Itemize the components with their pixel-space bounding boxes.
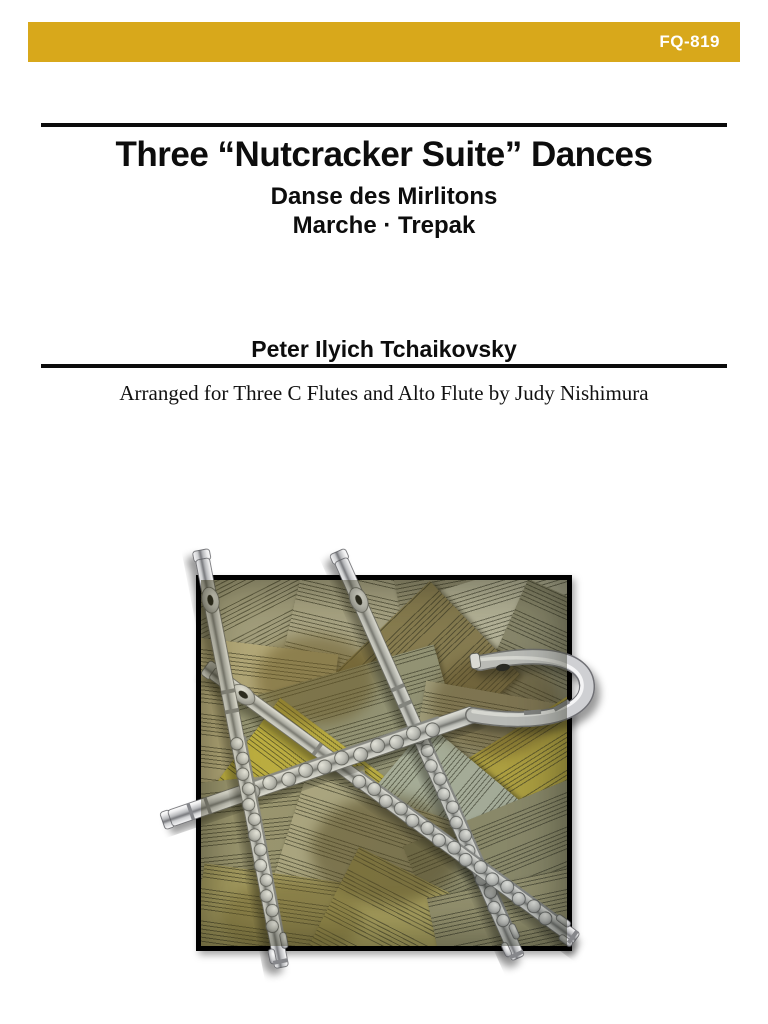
paper-scrap <box>427 864 567 946</box>
paper-scrap <box>255 773 498 946</box>
paper-scrap <box>392 580 567 731</box>
paper-scrap <box>201 580 378 738</box>
catalog-band <box>28 22 740 62</box>
sheet-music-collage <box>201 580 567 946</box>
paper-scrap <box>201 636 338 813</box>
composer-rule <box>41 364 727 368</box>
paper-scrap <box>208 698 384 872</box>
cover-artwork-frame <box>196 575 572 951</box>
paper-scrap <box>201 766 381 945</box>
arranger-credit: Arranged for Three C Flutes and Alto Flute by Judy Nishimura <box>119 381 649 405</box>
paper-scrap <box>201 863 378 946</box>
paper-scrap <box>460 694 567 860</box>
paper-scrap <box>441 580 567 710</box>
top-rule <box>41 123 727 127</box>
collage-shadow-blotch <box>256 635 376 725</box>
paper-scrap <box>267 580 471 761</box>
paper-scrap <box>467 580 567 781</box>
paper-scrap <box>332 724 520 916</box>
paper-scrap <box>398 681 567 870</box>
movement-line-1: Danse des Mirlitons <box>270 183 498 210</box>
paper-scrap <box>309 847 493 946</box>
collage-shadow-blotch <box>431 655 561 755</box>
paper-scrap <box>232 644 481 865</box>
movement-line-2: Marche · Trepak <box>292 212 476 239</box>
composer-name: Peter Ilyich Tchaikovsky <box>251 336 517 362</box>
collage-shadow-blotch <box>311 795 461 905</box>
collage-shadow-blotch <box>221 880 361 946</box>
catalog-number: FQ-819 <box>659 32 720 51</box>
page-title: Three “Nutcracker Suite” Dances <box>115 135 653 174</box>
paper-scrap <box>322 581 520 779</box>
paper-scrap <box>403 775 567 946</box>
